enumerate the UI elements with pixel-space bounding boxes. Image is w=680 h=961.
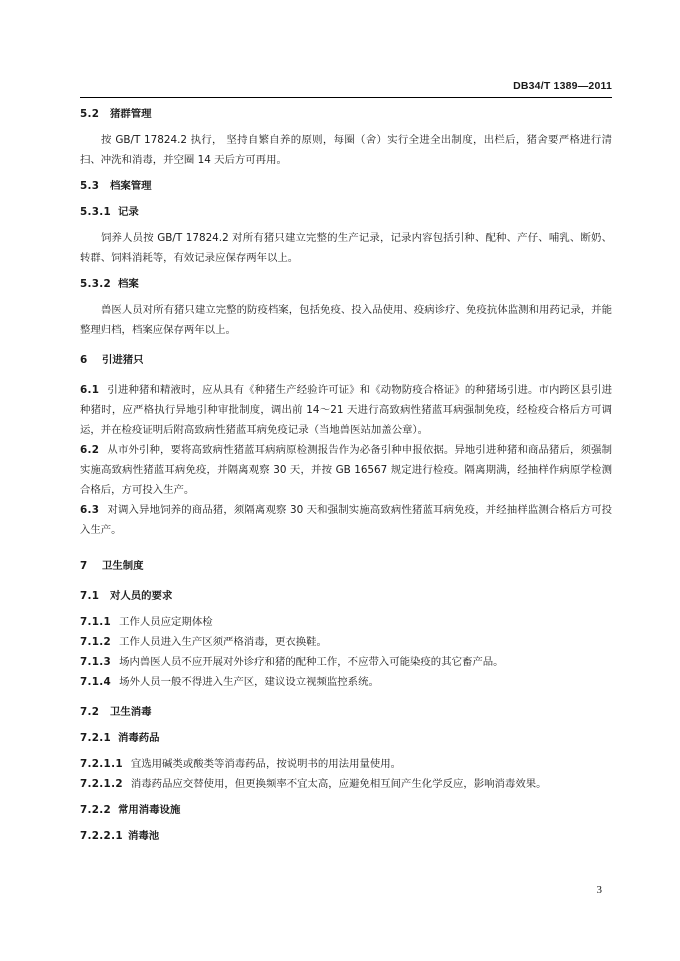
paragraph-5-2: 按 GB/T 17824.2 执行， 坚持自繁自养的原则，每圈（舍）实行全进全出制度，出栏后，猪舍要严格进行清扫、冲洗和消毒，并空圈 14 天后方可再用。 bbox=[80, 134, 612, 166]
clause-6-2 bbox=[80, 440, 612, 500]
clause-7-1-1 bbox=[80, 612, 612, 632]
section-number: 5.2 bbox=[80, 108, 100, 120]
section-title: 卫生消毒 bbox=[110, 706, 152, 718]
clause-7-1-2 bbox=[80, 632, 612, 652]
clause-text: 对调入异地饲养的商品猪，须隔离观察 30 天和强制实施高致病性猪蓝耳病免疫，并经抽样监测合格后方可投入生产。 bbox=[80, 504, 612, 536]
section-title: 消毒池 bbox=[128, 830, 160, 842]
clause-text: 引进种猪和精液时，应从具有《种猪生产经验许可证》和《动物防疫合格证》的种猪场引进。市内跨区县引进种猪时，应严格执行异地引种审批制度，调出前 14～21 天进行高致病性猪蓝耳病强制免疫，经检疫合格后方可调运，并在检疫证明后附高致病性猪蓝耳病免疫记录（当地兽医站加盖公章）。 bbox=[80, 384, 612, 436]
clause-text: 工作人员应定期体检 bbox=[119, 616, 213, 628]
section-title: 卫生制度 bbox=[102, 560, 144, 572]
heading-5-3-1 bbox=[80, 202, 612, 222]
section-number: 7 bbox=[80, 560, 88, 572]
section-number: 7.2.1 bbox=[80, 732, 112, 744]
clause-text: 工作人员进入生产区须严格消毒，更衣换鞋。 bbox=[119, 636, 327, 648]
section-title: 常用消毒设施 bbox=[118, 804, 181, 816]
heading-7-2-2 bbox=[80, 800, 612, 820]
heading-5-3 bbox=[80, 176, 612, 196]
section-number: 6 bbox=[80, 354, 88, 366]
clause-number: 6.1 bbox=[80, 384, 100, 396]
section-title: 引进猪只 bbox=[102, 354, 144, 366]
clause-6-1 bbox=[80, 380, 612, 440]
heading-5-3-2 bbox=[80, 274, 612, 294]
paragraph-5-3-2: 兽医人员对所有猪只建立完整的防疫档案，包括免疫、投入品使用、疫病诊疗、免疫抗体监测和用药记录，并能整理归档，档案应保存两年以上。 bbox=[80, 304, 612, 336]
header-rule bbox=[80, 97, 612, 98]
clause-number: 7.2.1.2 bbox=[80, 778, 123, 790]
heading-7-2-1 bbox=[80, 728, 612, 748]
clause-text: 消毒药品应交替使用，但更换频率不宜太高，应避免相互间产生化学反应，影响消毒效果。 bbox=[130, 778, 547, 790]
page-number: 3 bbox=[596, 884, 602, 896]
clause-number: 6.3 bbox=[80, 504, 100, 516]
clause-number: 7.2.1.1 bbox=[80, 758, 123, 770]
document-body bbox=[80, 104, 612, 846]
heading-7-2-2-1 bbox=[80, 826, 612, 846]
section-number: 7.2.2 bbox=[80, 804, 112, 816]
clause-number: 7.1.1 bbox=[80, 616, 112, 628]
paragraph-5-3-1: 饲养人员按 GB/T 17824.2 对所有猪只建立完整的生产记录，记录内容包括引种、配种、产仔、哺乳、断奶、转群、饲料消耗等，有效记录应保存两年以上。 bbox=[80, 232, 612, 264]
section-number: 5.3 bbox=[80, 180, 100, 192]
clause-number: 6.2 bbox=[80, 444, 100, 456]
clause-6-3 bbox=[80, 500, 612, 540]
section-number: 5.3.2 bbox=[80, 278, 112, 290]
heading-7-1 bbox=[80, 586, 612, 606]
heading-6 bbox=[80, 350, 612, 370]
heading-7-2 bbox=[80, 702, 612, 722]
clause-text: 从市外引种，要将高致病性猪蓝耳病病原检测报告作为必备引种申报依据。异地引进种猪和商品猪后，须强制实施高致病性猪蓝耳病免疫，并隔离观察 30 天，并按 GB 16567 规定进行检疫。隔离期满，经抽样作病原学检测合格后，方可投入生产。 bbox=[80, 444, 612, 496]
clause-7-1-3 bbox=[80, 652, 612, 672]
clause-7-1-4 bbox=[80, 672, 612, 692]
section-number: 7.1 bbox=[80, 590, 100, 602]
clause-number: 7.1.4 bbox=[80, 676, 112, 688]
section-number: 7.2.2.1 bbox=[80, 830, 123, 842]
section-number: 5.3.1 bbox=[80, 206, 112, 218]
section-number: 7.2 bbox=[80, 706, 100, 718]
section-title: 记录 bbox=[118, 206, 139, 218]
clause-text: 宜选用碱类或酸类等消毒药品，按说明书的用法用量使用。 bbox=[130, 758, 402, 770]
section-title: 档案 bbox=[118, 278, 139, 290]
clause-number: 7.1.3 bbox=[80, 656, 112, 668]
section-title: 消毒药品 bbox=[118, 732, 160, 744]
section-title: 档案管理 bbox=[110, 180, 152, 192]
heading-7 bbox=[80, 556, 612, 576]
heading-5-2 bbox=[80, 104, 612, 124]
section-title: 猪群管理 bbox=[110, 108, 152, 120]
clause-text: 场外人员一般不得进入生产区，建议设立视频监控系统。 bbox=[119, 676, 379, 688]
clause-7-2-1-2 bbox=[80, 774, 612, 794]
clause-text: 场内兽医人员不应开展对外诊疗和猪的配种工作，不应带入可能染疫的其它畜产品。 bbox=[119, 656, 504, 668]
document-code: DB34/T 1389—2011 bbox=[513, 80, 612, 92]
clause-number: 7.1.2 bbox=[80, 636, 112, 648]
section-title: 对人员的要求 bbox=[110, 590, 173, 602]
clause-7-2-1-1 bbox=[80, 754, 612, 774]
